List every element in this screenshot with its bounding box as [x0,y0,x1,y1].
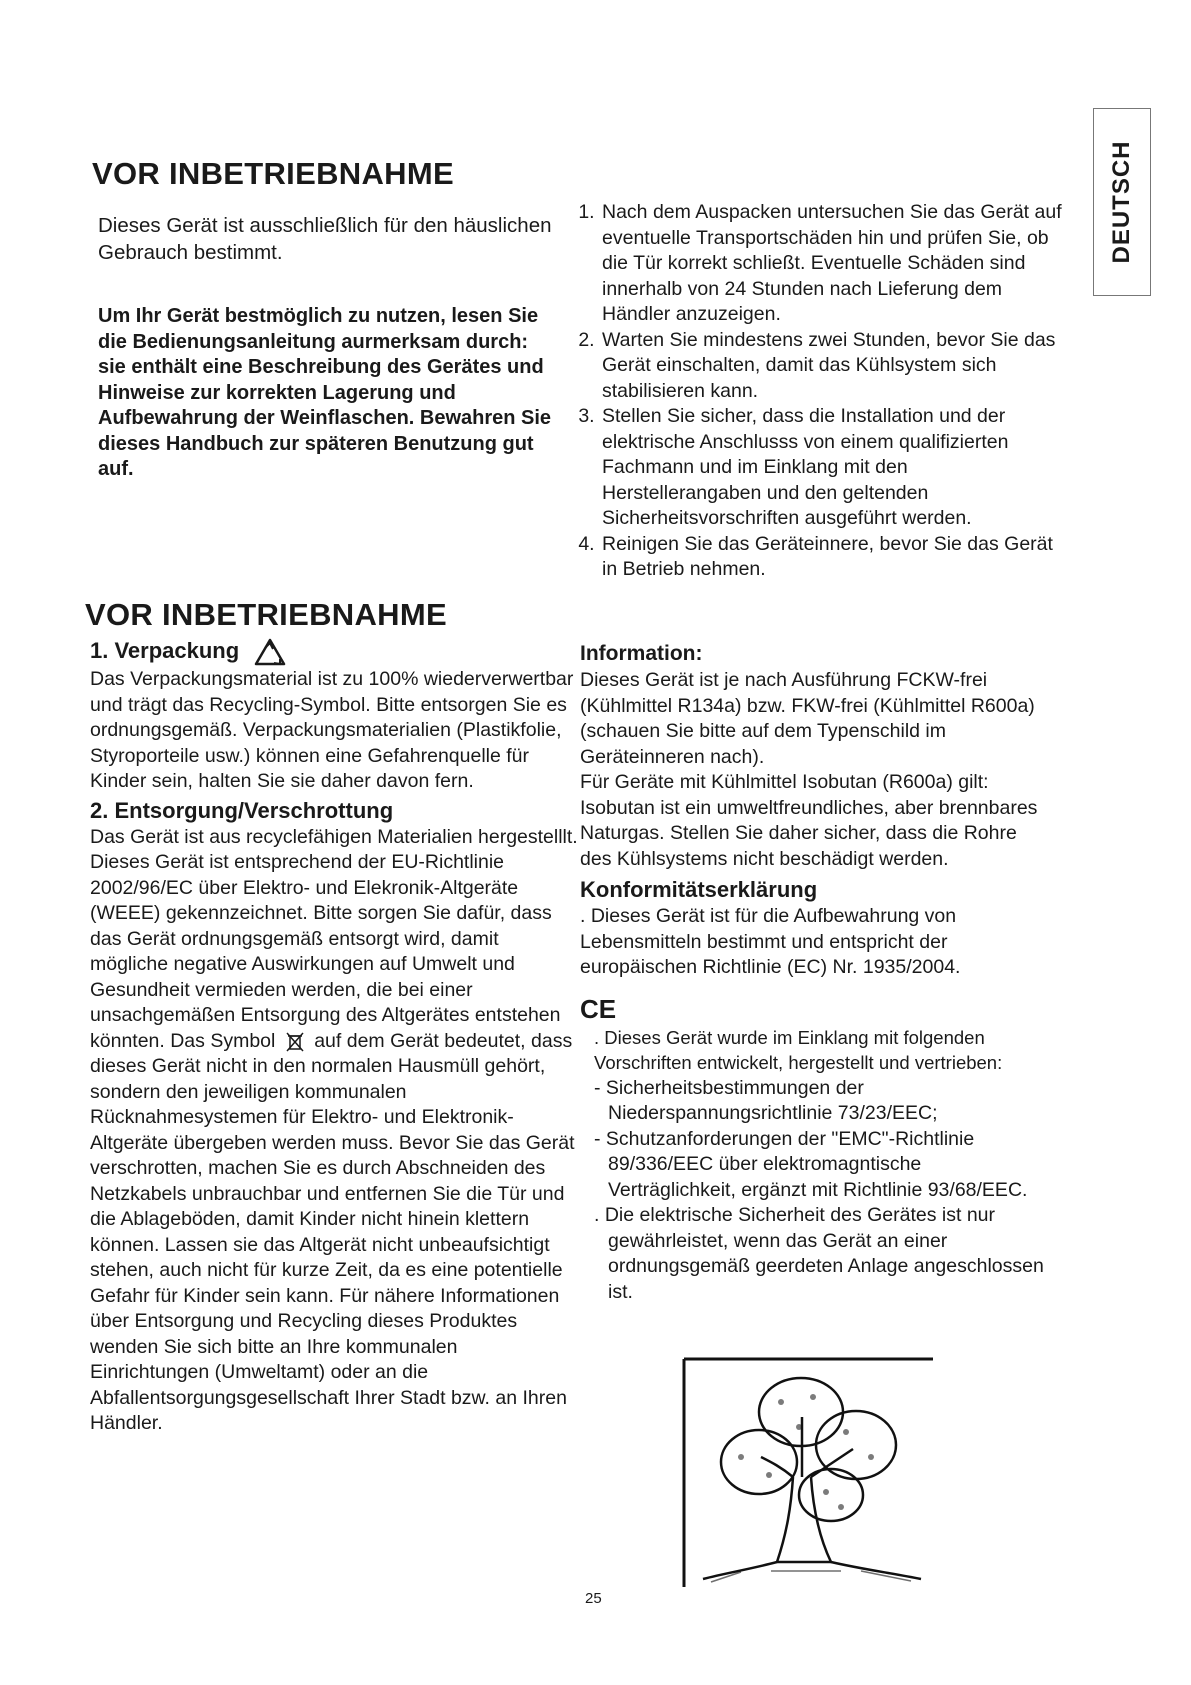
step-item: 4. Reinigen Sie das Geräteinnere, bevor Sie das Gerät in Betrieb nehmen. [600,532,1072,583]
step-item: 2. Warten Sie mindestens zwei Stunden, bevor Sie das Gerät einschalten, damit das Kühlsystem sich stabilisieren kann. [600,328,1072,405]
page-number: 25 [585,1590,602,1607]
intro-text: Dieses Gerät ist ausschließlich für den häuslichen Gebrauch bestimmt. [98,214,552,264]
information-p1: Dieses Gerät ist je nach Ausführung FCKW-frei (Kühlmittel R134a) bzw. FKW-frei (Kühlmittel R600a) (schauen Sie bitte auf dem Typenschild im Geräteinneren nach). [580,669,1035,768]
disposal-heading: 2. Entsorgung/Verschrottung [90,797,394,823]
disposal-p1: Das Gerät ist aus recyclefähigen Materialien hergestelllt. [90,825,578,848]
crossed-bin-icon [285,1031,305,1053]
information-p2: Für Geräte mit Kühlmittel Isobutan (R600a) gilt: Isobutan ist ein umweltfreundliches, aber brennbares Naturgas. Stellen Sie daher sicher, dass die Rohre des Kühlsystems nicht beschädigt werden. [580,771,1038,870]
tree-icon [681,1357,937,1587]
disposal-p2-before: Dieses Gerät ist entsprechend der EU-Richtlinie 2002/96/EC über Elektro- und Elekronik-Altgeräte (WEEE) gekennzeichnet. Bitte sorgen Sie dafür, dass das Gerät ordnungsgemäß entsorgt wird, damit mögliche negative Auswirkungen auf Umwelt und Gesundheit vermieden werden, die bei einer unsachgemäßen Entsorgung des Altgerätes entstehen könnten. Das Symbol [90,851,561,1052]
conformity-item: - Schutzanforderungen der "EMC"-Richtlinie 89/336/EEC über elektromagntische Verträglichkeit, ergänzt mit Richtlinie 93/68/EEC. [594,1127,1028,1201]
conformity-heading: Konformitätserklärung [580,877,818,902]
conformity-list [594,1076,1050,1306]
section2-title: VOR INBETRIEBNAHME [85,597,447,632]
section2-right-column [580,640,1050,1305]
step-item: 3. Stellen Sie sicher, dass die Installation und der elektrische Anschlusss von einem qualifizierten Fachmann und im Einklang mit den Herstellerangaben und den geltenden Sicherheitsvorschriften ausgeführt werden. [600,404,1072,532]
packaging-heading: 1. Verpackung [90,638,240,663]
recycling-icon [253,637,287,667]
information-heading: Information: [580,642,703,665]
conformity-p1: . Dieses Gerät ist für die Aufbewahrung von Lebensmitteln bestimmt und entspricht der europäischen Richtlinie (EC) Nr. 1935/2004. [580,905,961,978]
section1-left-column [98,212,558,483]
conformity-item: - Sicherheitsbestimmungen der Niederspannungsrichtlinie 73/23/EEC; [594,1076,938,1124]
language-tab-label: DEUTSCH [1108,140,1135,264]
language-tab [1093,108,1151,296]
steps-list [574,200,1072,583]
disposal-p2 [90,850,582,1437]
bold-notice: Um Ihr Gerät bestmöglich zu nutzen, lesen Sie die Bedienungsanleitung aurmerksam durch: sie enthält eine Beschreibung des Gerätes und Hinweise zur korrekten Lagerung und Aufbewahrung der Weinflaschen. Bewahren Sie dieses Handbuch zur späteren Benutzung gut auf. [98,305,552,480]
conformity-item: . Die elektrische Sicherheit des Gerätes ist nur gewährleistet, wenn das Gerät an einer ordnungsgemäß geerdeten Anlage angeschlossen ist. [594,1204,1044,1303]
conformity-p2: . Dieses Gerät wurde im Einklang mit folgenden Vorschriften entwickelt, hergestellt und vertrieben: [594,1026,1003,1073]
conformity-details [580,1025,1050,1306]
step-item: 1. Nach dem Auspacken untersuchen Sie das Gerät auf eventuelle Transportschäden hin und prüfen Sie, ob die Tür korrekt schließt. Eventuelle Schäden sind innerhalb von 24 Stunden nach Lieferung dem Händler anzuzeigen. [600,200,1072,328]
disposal-p2-after: auf dem Gerät bedeutet, dass dieses Gerät nicht in den normalen Hausmüll gehört, sondern den jeweiligen kommunalen Rücknahmesystemen für Elektro- und Elektronik-Altgeräte übergeben werden muss. Bevor Sie das Gerät verschrotten, machen Sie es durch Abschneiden des Netzkabels unbrauchbar und entfernen Sie die Tür und die Ablageböden, damit Kinder nicht hinein klettern können. Lassen sie das Altgerät nicht unbeaufsichtigt stehen, auch nicht für kurze Zeit, da es eine potentielle Gefahr für Kinder sein kann. Für nähere Informationen über Entsorgung und Recycling dieses Produktes wenden Sie sich bitte an Ihre kommunalen Einrichtungen (Umweltamt) oder an die Abfallentsorgungsgesellschaft Ihrer Stadt bzw. an Ihren Händler. [90,1029,575,1435]
packaging-heading-row [90,637,582,667]
section1-title: VOR INBETRIEBNAHME [92,156,454,191]
ce-mark: CE [580,993,617,1024]
packaging-text: Das Verpackungsmaterial ist zu 100% wiederverwertbar und trägt das Recycling-Symbol. Bitte entsorgen Sie es ordnungsgemäß. Verpackungsmaterialien (Plastikfolie, Styroporteile usw.) können eine Gefahrenquelle für Kinder sein, halten Sie sie daher davon fern. [90,668,574,793]
tree-logo-image [681,1357,937,1587]
section2-left-column [90,637,582,1437]
